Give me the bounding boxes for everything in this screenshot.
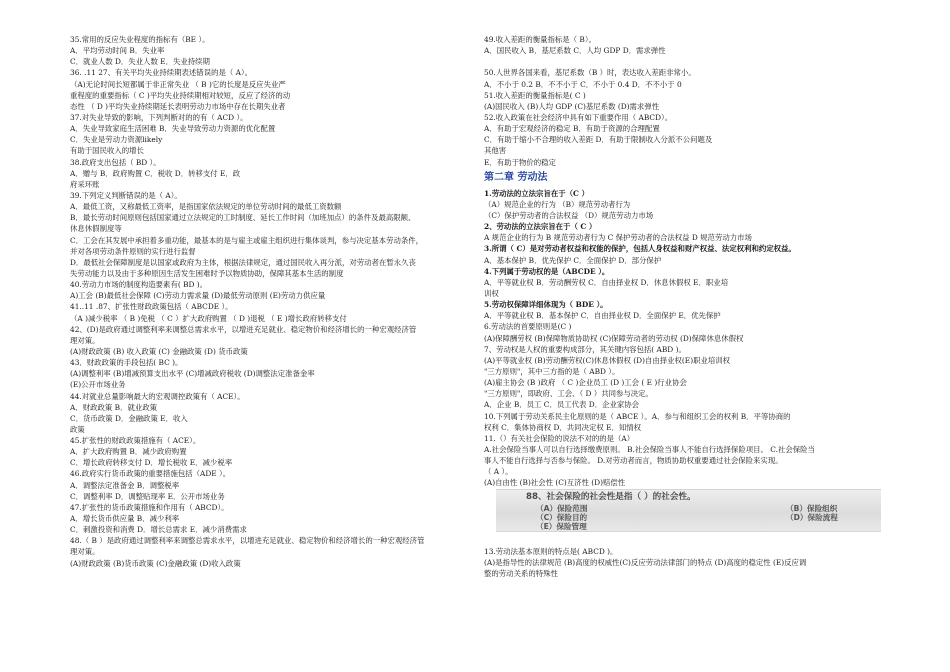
text-line: 52.收入政策在社会经济中具有如下重要作用（ ABCD）。: [484, 112, 673, 122]
text-line: 理对策。: [70, 547, 100, 557]
text-line: 39.下列定义判断错误的是（ A）。: [70, 190, 182, 200]
scan-option-d: （D）保险流程: [786, 513, 838, 523]
text-line: A．增长货币供应量 B．减少利率: [70, 514, 180, 524]
text-line: "三方原则"，即政府、工会、（ D ）共同参与决定。: [484, 389, 653, 399]
text-line: 36. .11 27、有关平均失业持续期表述错误的是（ A）。: [70, 68, 253, 78]
text-line: 49.收入差距的衡量指标是（ B）。: [484, 35, 596, 44]
text-line: 7、劳动权是人权的重要构成部分，其关键内容包括( ABD )。: [484, 344, 686, 354]
text-line: （A)无论时间长短都属于非正常失业 （ B )它的长度是反应失业严: [70, 79, 286, 89]
text-line: (A)保障酬劳权 (B)保障物质协助权 (C)保障劳动者的劳动权 (D)保障休息休假权: [484, 333, 744, 343]
text-line: 43．财政政策的手段包括( BC )。: [70, 358, 183, 368]
left-column: [70, 34, 470, 569]
text-line: 6.劳动法的首要原则是(C ): [484, 322, 572, 332]
text-line: 45.扩张性的财政政策措施有（ ACE）。: [70, 436, 201, 446]
text-line: 50.人世界各国来看，基尼系数（B ）时，表达收入差距非常小。: [484, 68, 696, 78]
text-line: （A）规范企业的行为 （B）规范劳动者行为: [484, 199, 631, 209]
text-line: 40.劳动力市场的制度构造要素有( BD )。: [70, 280, 208, 290]
text-line: C．工会在其发展中承担着多重功能，最基本的是与雇主或雇主组织进行集体谈判，参与决定基本劳动条件，: [70, 235, 424, 245]
text-line: 47.扩张性的货币政策措施和作用有（ ABCD）。: [70, 502, 229, 512]
labor-law-questions: [484, 188, 894, 489]
text-line: 府采环账: [70, 179, 100, 189]
text-line: 3.所谓（ C）是对劳动者权益和权能的保护，包括人身权益和财产权益、法定权利和约定权益。: [484, 244, 796, 254]
text-line: A．平均劳动时间 B．失业率: [70, 46, 165, 56]
text-line: [484, 56, 894, 67]
text-line: (E)公开市场业务: [70, 380, 126, 390]
text-line: （C）保护劳动者的合法权益 （D）规范劳动力市场: [484, 210, 654, 220]
text-line: A．不小于 0.2 B．不不小于 C．不小于 0.4 D．不不小于 0: [484, 79, 682, 89]
text-line: 46.政府实行货币政策的重要措施包括（ADE ）。: [70, 469, 231, 479]
scan-question: 88、社会保险的社会性是指（ ）的社会性。: [526, 492, 696, 503]
text-line: 其他害: [484, 146, 507, 156]
scan-option-b: （B）保险组织: [786, 504, 838, 514]
text-line: (A)财政政策 (B) 收入政策 (C) 金融政策 (D) 货币政策: [70, 346, 248, 356]
labor-law-questions-continued: [484, 534, 894, 579]
text-line: A．扩大政府购置 B．减少政府购置: [70, 447, 187, 457]
text-line: 11.（）有关社会保险的说法不对的的是（A）: [484, 433, 635, 443]
scan-option-a: （A）保险范围: [536, 504, 588, 514]
text-line: C．就业人数 D．失业人数 E．失业持续期: [70, 57, 210, 67]
text-line: [484, 534, 894, 545]
text-line: 事人不能自行选择与否参与保险。 D.对劳动者而言，物质协助权重要通过社会保险来实现。: [484, 456, 783, 466]
text-line: E．有助于物价的稳定: [484, 157, 556, 167]
text-line: A．平等就业权 B．劳动酬劳权 C．自由择业权 D．休息休假权 E．职业培: [484, 277, 729, 287]
text-line: (A)财政政策 (B)货币政策 (C)金融政策 (D)收入政策: [70, 558, 241, 568]
text-line: B．最长劳动时间原则包括国家通过立法规定的工时制度、延长工作时间（加班加点）的条件及最高限额、: [70, 213, 416, 223]
text-line: A)工会 (B)最低社会保障 (C)劳动力需求量 (D)最低劳动原则 (E)劳动力供应量: [70, 291, 326, 301]
text-line: D．最低社会保障制度是以国家或政府为主体，根据法律规定，通过国民收入再分派，对劳动者在暂永久丧: [70, 257, 416, 267]
text-line: 有助于国民收入的增长: [70, 146, 144, 156]
text-line: 并对各项劳动条件原则的实行进行监督: [70, 246, 196, 256]
text-line: C．失业是劳动力资源likely: [70, 135, 163, 145]
text-line: A．基本保护 B．优先保护 C．全面保护 D．部分保护: [484, 255, 662, 265]
text-line: 休息休假制度等: [70, 224, 122, 234]
text-line: 41..11 .87、扩张性财政政策包括（ ABCDE ）。: [70, 302, 233, 312]
text-line: （ A ）。: [484, 467, 513, 477]
text-line: 1.劳动法的立法宗旨在于（C ）: [484, 188, 589, 198]
text-line: A．调整法定准备金 B．调整税率: [70, 480, 180, 490]
text-line: C．刺激投资和消费 D．增长总需求 E．减少消费需求: [70, 525, 247, 535]
text-line: 政策: [70, 424, 85, 434]
text-line: 态性 （ D )平均失业持续期延长表明劳动力市场中存在长期失业者: [70, 101, 286, 111]
text-line: A．有助于宏观经济的稳定 B．有助于资源的合理配置: [484, 124, 660, 134]
text-line: 38.政府支出包括（ BD ）。: [70, 157, 161, 167]
text-line: 42、(D)是政府通过调整利率来调整总需求水平，以增进充足就业、稳定物价和经济增长的一种宏观经济管: [70, 324, 417, 334]
text-line: 13.劳动法基本原则的特点是( ABCD )。: [484, 546, 618, 556]
text-line: 5.劳动权保障详细体现为（ BDE ）。: [484, 300, 608, 310]
text-line: (A)国民收入 (B)人均 GDP (C)基尼系数 (D)需求弹性: [484, 101, 660, 111]
text-line: 37.对失业导致的影响，下列判断对的的有（ ACD ）。: [70, 112, 248, 122]
income-distribution-questions: [484, 34, 894, 168]
text-line: A.社会保险当事人可以自行选择缴费原则。 B.社会保险当事人不能自行选择保险项目。 C.社会保险当: [484, 444, 815, 454]
text-line: 10.下列属于劳动关系民主化原则的是（ ABCE ）。A．参与和组织工会的权利 B．平等协商的: [484, 411, 791, 421]
scan-option-c: （C）保险目的: [536, 513, 588, 523]
text-line: 48.（ B ）是政府通过调整利率来调整总需求水平，以增进充足就业、稳定物价和经济增长的一种宏观经济管: [70, 536, 425, 546]
text-line: (A)雇主协会 (B )政府 （ C )企业员工 (D )工会 ( E )行业协会: [484, 378, 687, 388]
text-line: 35.常用的反应失业程度的指标有（BE ）。: [70, 35, 210, 44]
text-line: 整的劳动关系的特殊性: [484, 568, 558, 578]
text-line: 训权: [484, 288, 499, 298]
chapter-title: 第二章 劳动法: [484, 171, 548, 183]
text-line: C．货币政策 D．金融政策 E．收入: [70, 413, 188, 423]
text-line: A．最低工资，又称最低工资率，是指国家依法规定的单位劳动时间的最低工资数额: [70, 202, 342, 212]
text-line: 44.对就业总量影响最大的宏观调控政策有（ ACE）。: [70, 391, 245, 401]
text-line: 权利 C．集体协商权 D．共同决定权 E．知情权: [484, 422, 642, 432]
text-line: （A )减少税率 （ B )免税 （ C ）扩大政府购置 （ D )退税 （ E )增长政府转移支付: [70, 313, 347, 323]
text-line: A．赠与 B．政府购置 C．税收 D．转移支付 E．政: [70, 168, 241, 178]
text-line: A．财政政策 B．就业政策: [70, 402, 158, 412]
text-line: 51.收入差距的衡量指标是( C ): [484, 90, 586, 100]
text-line: 重程度的重要指标（ C )平均失业持续期相对较短，反应了经济的动: [70, 90, 291, 100]
text-line: A．失业导致家庭生活困难 B．失业导致劳动力资源的优化配置: [70, 124, 276, 134]
text-line: A．平等就业权 B．基本保护 C．自由择业权 D．全面保护 E．优先保护: [484, 311, 721, 321]
text-line: A．企业 B．员工 C．员工代表 D．企业家协会: [484, 400, 640, 410]
scanned-question-image: [496, 489, 881, 532]
text-line: A 规范企业的行为 B 规范劳动者行为 C 保护劳动者的合法权益 D 规范劳动力市场: [484, 233, 752, 243]
text-line: 4.下列属于劳动权的是（ABCDE ）。: [484, 266, 610, 276]
text-line: C．增长政府转移支付 D．增长税收 E．减少税率: [70, 458, 233, 468]
text-line: 2、劳动法的立法宗旨在于（ C ）: [484, 222, 597, 232]
text-line: 失劳动能力以及由于多种原因生活发生困难时予以物质协助，保障其基本生活的制度: [70, 268, 344, 278]
text-line: (A)平等就业权 (B)劳动酬劳权(C)休息休假权 (D)自由择业权(E)职业培训权: [484, 355, 731, 365]
text-line: "三方原则"，其中三方指的是（ ABD ）。: [484, 366, 620, 376]
right-column: [484, 34, 894, 579]
text-line: 理对策。: [70, 335, 100, 345]
text-line: C．有助于缩小不合理的收入差距 D．有助于限制收入分派不公问题及: [484, 135, 713, 145]
text-line: (A)调整利率 (B)增减预算支出水平 (C)增减政府税收 (D)调整法定准备金率: [70, 369, 315, 379]
text-line: (A)是指导性的法律规范 (B)高度的权威性(C)反应劳动法律部门的特点 (D)高度的稳定性 (E)反应调: [484, 557, 807, 567]
text-line: (A)自由性 (B)社会性 (C)互济性 (D)赔偿性: [484, 478, 626, 488]
scan-option-e: （E）保险管理: [536, 522, 587, 532]
text-line: A．国民收入 B．基尼系数 C．人均 GDP D．需求弹性: [484, 46, 666, 56]
text-line: C．调整利率 D．调整贴现率 E．公开市场业务: [70, 491, 225, 501]
